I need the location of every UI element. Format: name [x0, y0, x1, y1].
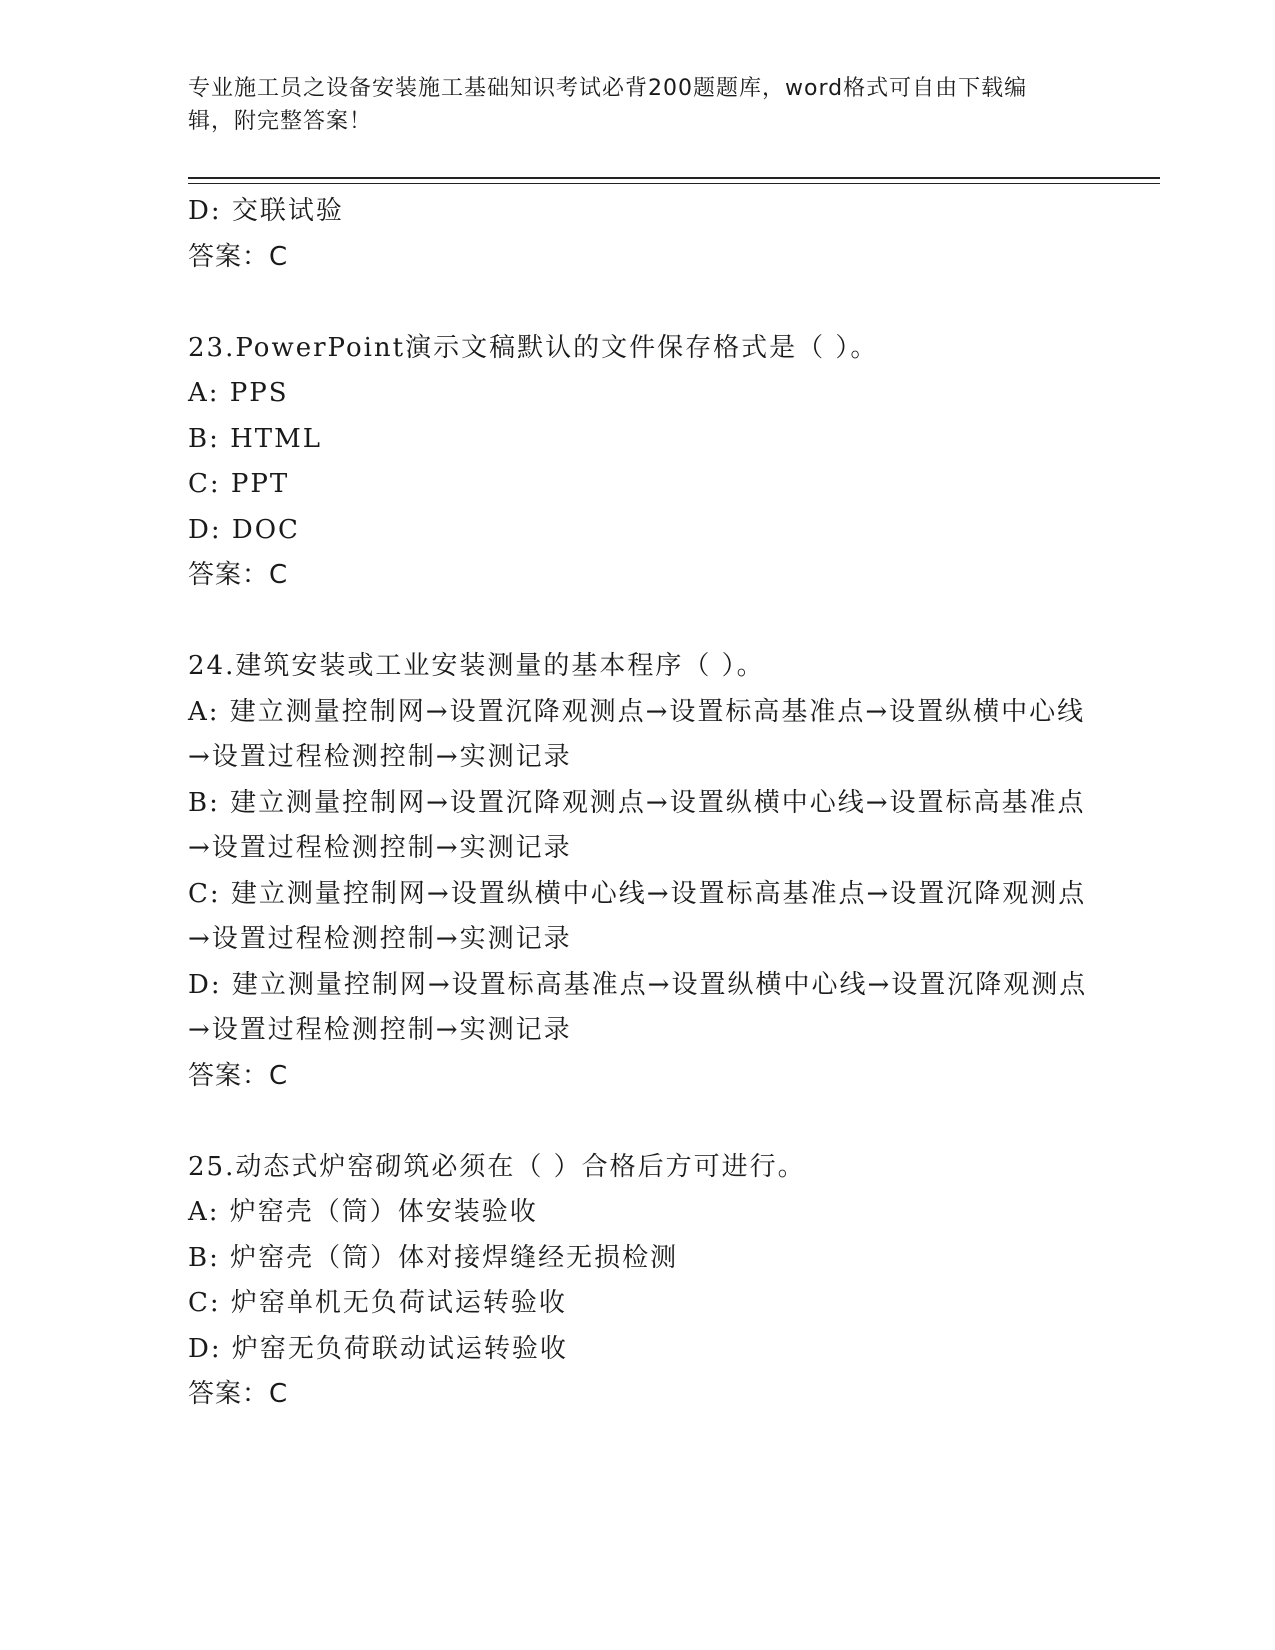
option-a: A: PPS [188, 378, 289, 408]
option-b: B: 炉窑壳（筒）体对接焊缝经无损检测 [188, 1242, 679, 1273]
question-25 [188, 1145, 1088, 1418]
question-stem: 25.动态式炉窑砌筑必须在（ ）合格后方可进行。 [188, 1151, 806, 1182]
question-stem: 23.PowerPoint演示文稿默认的文件保存格式是（ ）。 [188, 332, 879, 363]
prev-answer: 答案：C [188, 241, 289, 272]
question-24 [188, 644, 1088, 1099]
answer: 答案：C [188, 1379, 289, 1409]
document-header: 专业施工员之设备安装施工基础知识考试必背200题题库，word格式可自由下载编辑，附完整答案！ [188, 76, 1028, 134]
question-23 [188, 326, 1088, 599]
option-d: D: 炉窑无负荷联动试运转验收 [188, 1333, 568, 1364]
spacer [188, 280, 1088, 326]
header-rule-thick [188, 177, 1160, 179]
spacer [188, 599, 1088, 645]
option-d: D: DOC [188, 514, 300, 545]
option-a: A: 炉窑壳（筒）体安装验收 [188, 1197, 538, 1227]
option-c: C: PPT [188, 469, 290, 499]
question-stem: 24.建筑安装或工业安装测量的基本程序（ ）。 [188, 651, 765, 681]
answer: 答案：C [188, 1060, 289, 1091]
header-rule-thin [188, 183, 1160, 184]
option-a: A: 建立测量控制网→设置沉降观测点→设置标高基准点→设置纵横中心线→设置过程检测控制→实测记录 [188, 696, 1086, 772]
prev-option-d: D: 交联试验 [188, 196, 344, 226]
option-c: C: 建立测量控制网→设置纵横中心线→设置标高基准点→设置沉降观测点→设置过程检测控制→实测记录 [188, 878, 1087, 954]
option-b: B: HTML [188, 423, 323, 454]
option-b: B: 建立测量控制网→设置沉降观测点→设置纵横中心线→设置标高基准点→设置过程检测控制→实测记录 [188, 787, 1086, 863]
answer: 答案：C [188, 560, 289, 590]
spacer [188, 1099, 1088, 1145]
option-c: C: 炉窑单机无负荷试运转验收 [188, 1288, 567, 1318]
option-d: D: 建立测量控制网→设置标高基准点→设置纵横中心线→设置沉降观测点→设置过程检测控制→实测记录 [188, 969, 1088, 1045]
document-body [188, 189, 1088, 1418]
